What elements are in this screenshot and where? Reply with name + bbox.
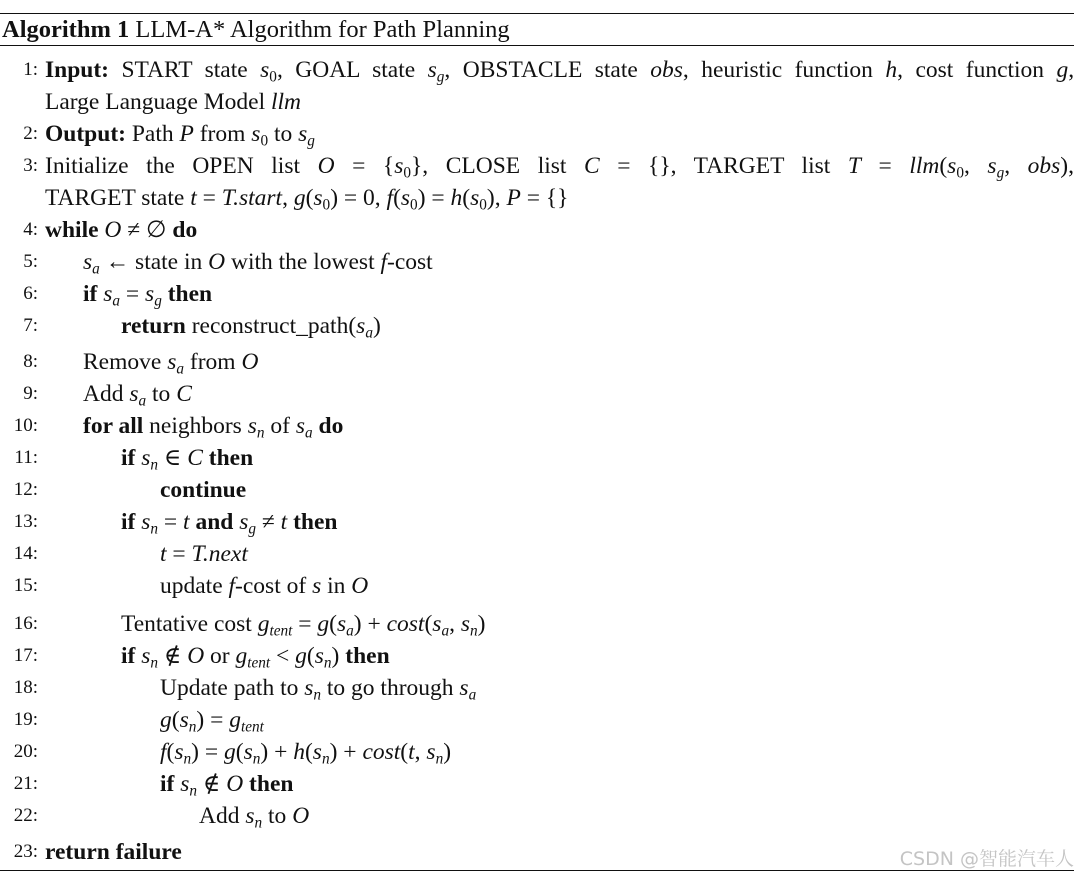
line-content: return $reconstruct\_path(s_a)$ <box>121 313 381 342</box>
line-content: for all neighbors $s_n$ of $s_a$ do <box>83 413 344 442</box>
algo-line <box>0 736 1074 768</box>
line-content: Large Language Model llm <box>45 89 302 115</box>
algo-line <box>0 538 1074 570</box>
line-number: 20: <box>13 741 38 762</box>
line-content: if $s_a = s_g$ then <box>83 281 213 310</box>
line-content: Add $s_n$ to O <box>199 803 310 832</box>
line-number: 19: <box>13 709 38 730</box>
line-number: 3: <box>23 155 38 176</box>
algo-line <box>0 54 1074 86</box>
line-content: while O ≠ ∅ do <box>45 217 198 243</box>
line-content: if $s_n$ ∈ C then <box>121 445 254 474</box>
line-content: $f(s_n) = g(s_n) + h(s_n) + \cos t(t$, $s_n$) <box>160 739 452 768</box>
line-content: $s_a$ ← state in O with the lowest f-cost <box>83 249 433 278</box>
line-content: return failure <box>45 839 182 865</box>
line-content: Tentative cost $g_{tent} = g(s_a) + \cos t(s_a$, $s_n$) <box>121 611 486 640</box>
line-content: update f-cost of s in O <box>160 573 369 599</box>
line-number: 2: <box>23 123 38 144</box>
line-number: 10: <box>13 415 38 436</box>
algo-line <box>0 640 1074 672</box>
line-number: 9: <box>23 383 38 404</box>
algo-line-cont <box>0 86 1074 118</box>
line-content: Add $s_a$ to C <box>83 381 192 410</box>
line-number: 22: <box>13 805 38 826</box>
line-number: 7: <box>23 315 38 336</box>
line-number: 6: <box>23 283 38 304</box>
algo-line-cont <box>0 182 1074 214</box>
line-number: 15: <box>13 575 38 596</box>
algorithm-block <box>0 13 1074 871</box>
line-content: Input: START state $s_0$, GOAL state $s_g$, OBSTACLE state obs, heuristic function h, cost function g, <box>45 57 1075 86</box>
line-content: Remove $s_a$ from O <box>83 349 259 378</box>
algo-line <box>0 410 1074 442</box>
algo-line <box>0 118 1074 150</box>
line-content: TARGET state t = T.start, $g(s_0) = 0$, $f(s_0) = h(s_0)$, P = {} <box>45 185 569 214</box>
algo-line <box>0 672 1074 704</box>
line-content: $g(s_n) = g_{tent}$ <box>160 707 264 736</box>
algo-line <box>0 346 1074 378</box>
line-content: if $s_n = t$ and $s_g \ne t$ then <box>121 509 338 538</box>
algo-line <box>0 704 1074 736</box>
algo-line <box>0 278 1074 310</box>
algorithm-label: Algorithm 1 <box>2 16 130 43</box>
line-number: 18: <box>13 677 38 698</box>
algo-line <box>0 570 1074 602</box>
algo-line <box>0 768 1074 800</box>
line-number: 13: <box>13 511 38 532</box>
line-content: Initialize the OPEN list $O = \{s_0\}$, CLOSE list C = {}, TARGET list $T = llm(s_0$, $s_g$, obs), <box>45 153 1074 182</box>
line-content: if $s_n$ ∉ O or $g_{tent} < g(s_n)$ then <box>121 643 390 672</box>
algo-line <box>0 506 1074 538</box>
line-content: Update path to $s_n$ to go through $s_a$ <box>160 675 477 704</box>
line-number: 14: <box>13 543 38 564</box>
algo-line <box>0 800 1074 832</box>
line-content: continue <box>160 477 247 503</box>
algo-line <box>0 214 1074 246</box>
watermark: CSDN @智能汽车人 <box>899 848 1074 870</box>
line-number: 4: <box>23 219 38 240</box>
line-content: Output: Path P from $s_0$ to $s_g$ <box>45 121 315 150</box>
line-number: 23: <box>13 841 38 862</box>
line-number: 1: <box>23 59 38 80</box>
algo-line <box>0 378 1074 410</box>
line-content: if $s_n$ ∉ O then <box>160 771 294 800</box>
line-number: 5: <box>23 251 38 272</box>
line-number: 11: <box>14 447 38 468</box>
line-number: 21: <box>13 773 38 794</box>
algo-line <box>0 150 1074 182</box>
algorithm-caption <box>0 14 1074 45</box>
line-number: 8: <box>23 351 38 372</box>
line-number: 12: <box>13 479 38 500</box>
algorithm-title: LLM-A* Algorithm for Path Planning <box>135 16 510 43</box>
algo-line <box>0 246 1074 278</box>
algo-line <box>0 310 1074 342</box>
algorithm-body <box>0 46 1074 870</box>
algo-line <box>0 608 1074 640</box>
line-number: 16: <box>13 613 38 634</box>
line-content: t = T.next <box>160 541 248 567</box>
line-number: 17: <box>13 645 38 666</box>
algo-line <box>0 474 1074 506</box>
algo-line <box>0 442 1074 474</box>
